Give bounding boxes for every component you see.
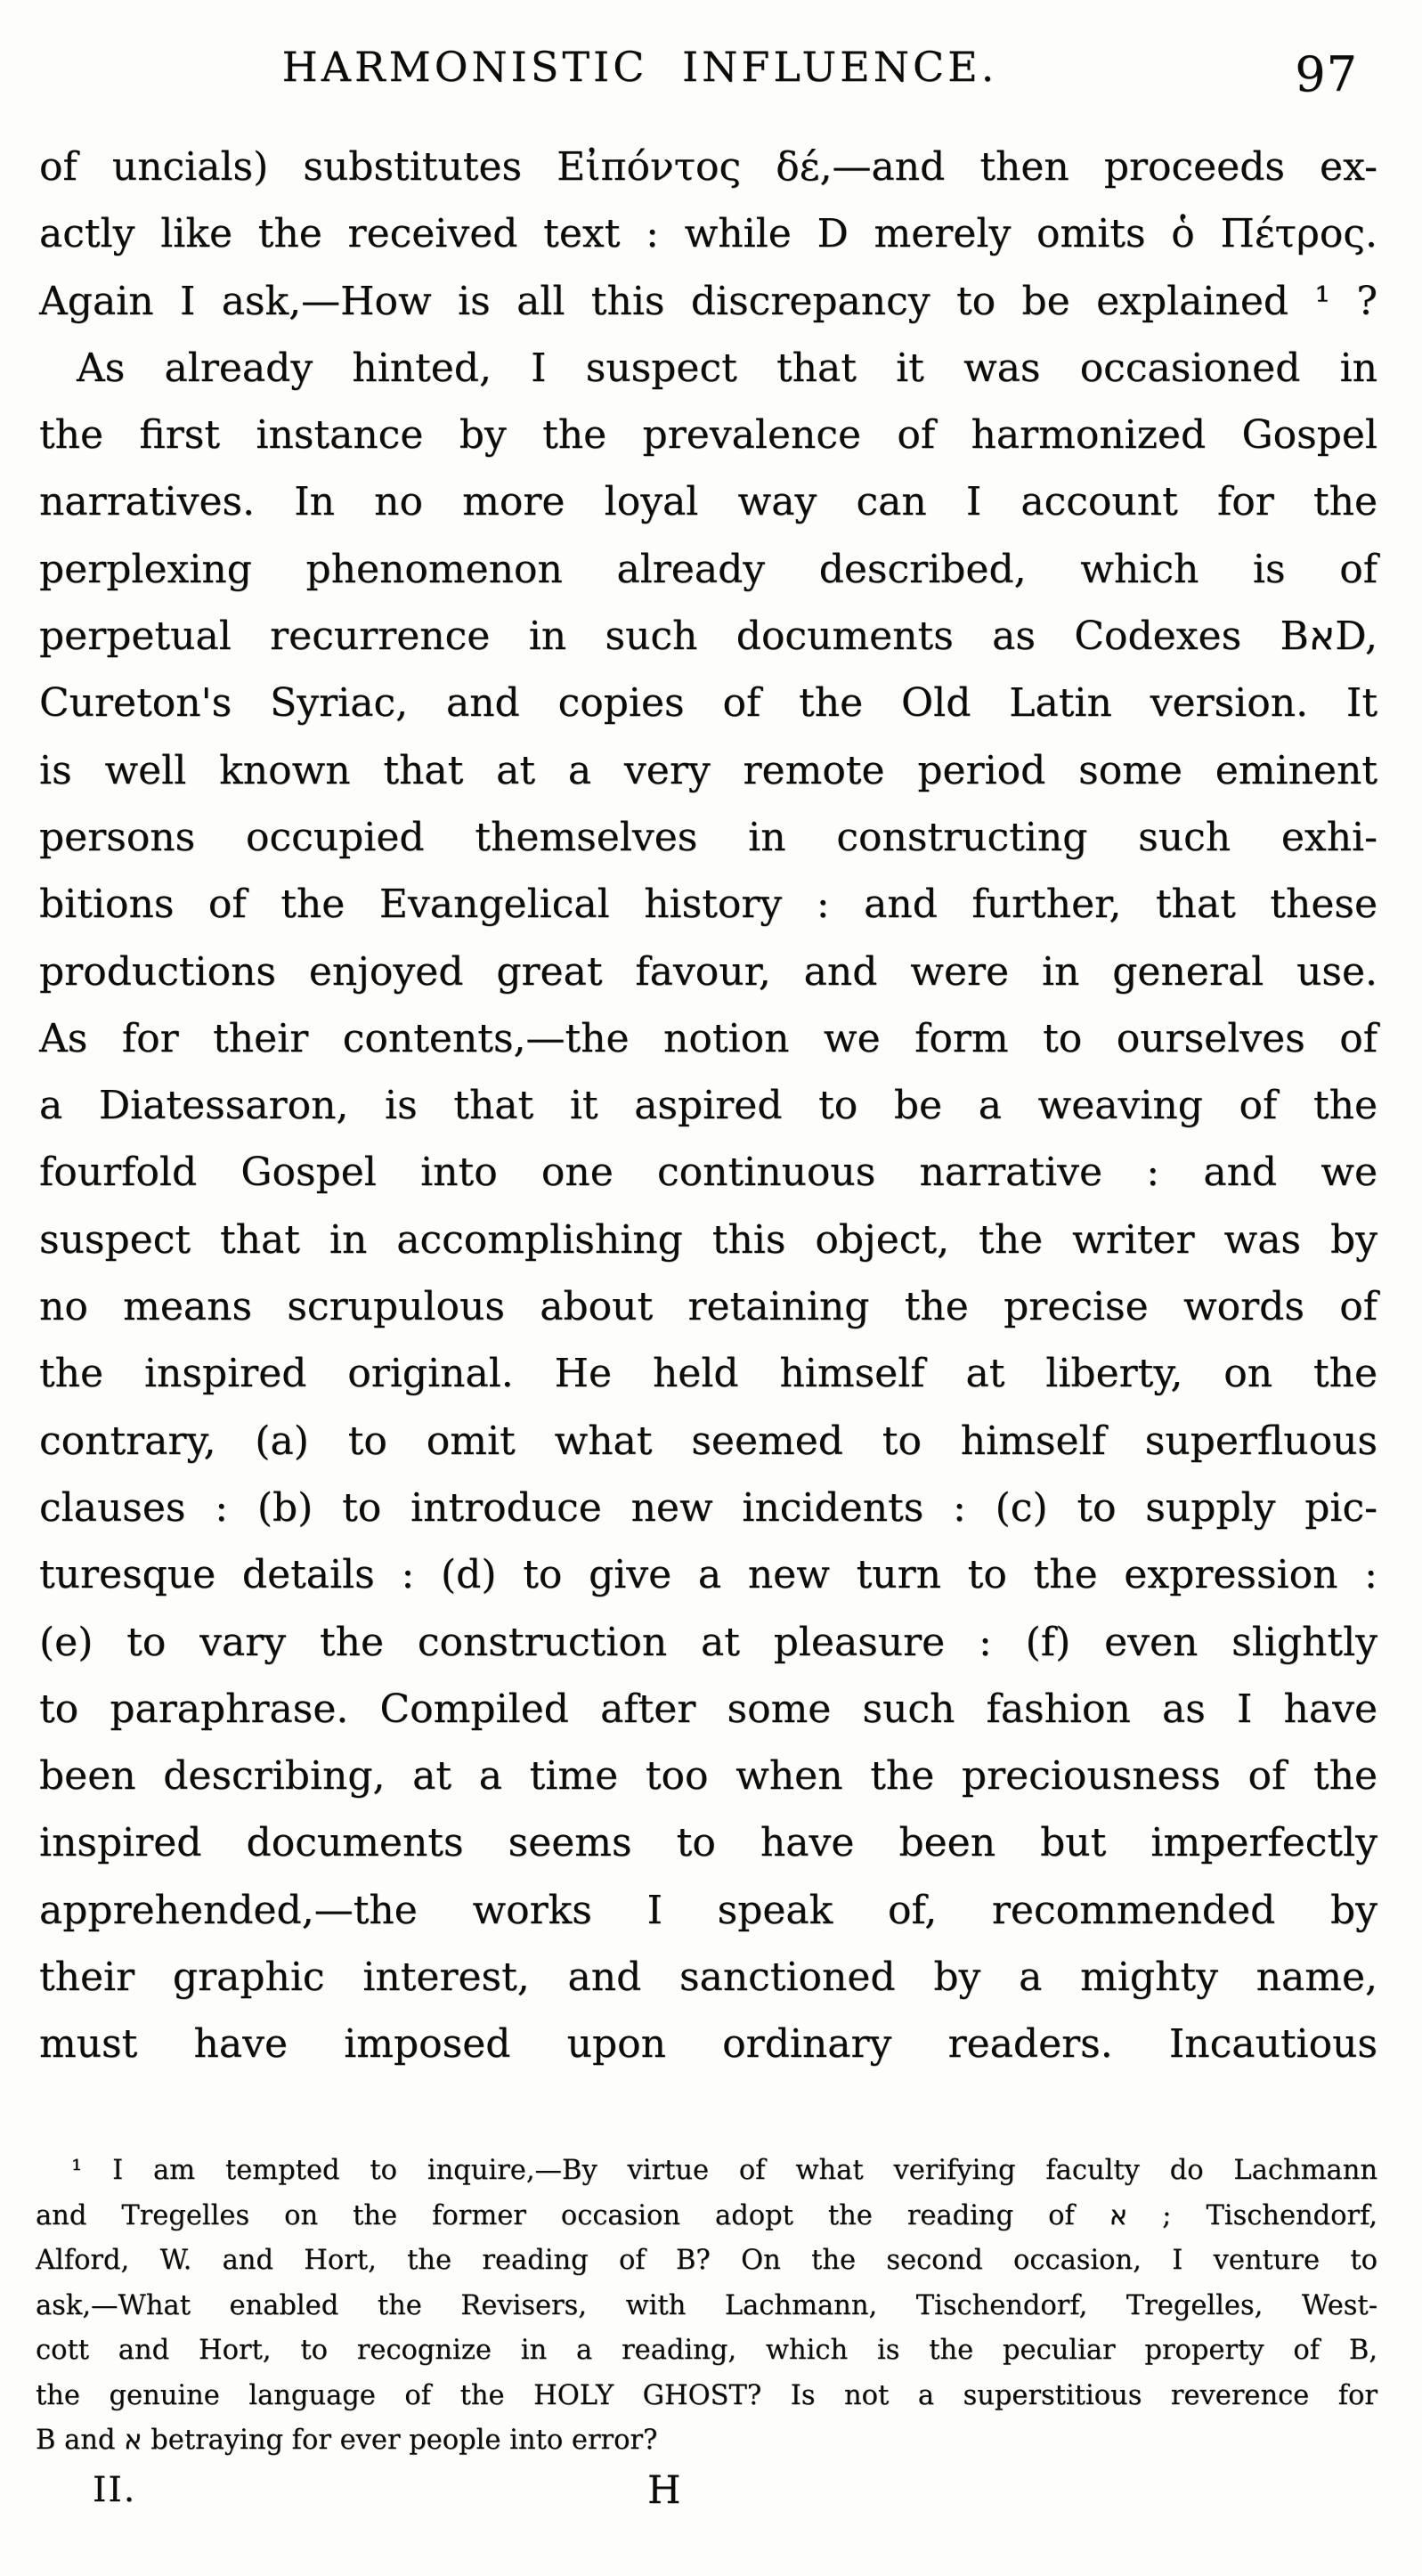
body-line: apprehended,—the works I speak of, recommended by [39, 1887, 1377, 1933]
footnote-line: cott and Hort, to recognize in a reading, which is the peculiar property of B, [36, 2335, 1377, 2366]
footnote-line: and Tregelles on the former occasion adopt the reading of א ; Tischendorf, [36, 2199, 1377, 2231]
body-line: Again I ask,—How is all this discrepancy to be explained ¹ ? [39, 278, 1377, 324]
body-line: of uncials) substitutes Εἰπόντος δέ,—and then proceeds ex- [39, 144, 1377, 190]
body-line: clauses : (b) to introduce new incidents : (c) to supply pic- [39, 1484, 1377, 1531]
body-line: narratives. In no more loyal way can I account for the [39, 479, 1377, 525]
body-line: bitions of the Evangelical history : and further, that these [39, 882, 1377, 928]
body-line-paragraph-start: As already hinted, I suspect that it was occasioned in [77, 345, 1377, 391]
footnote [36, 2149, 1377, 2464]
footnote-line: B and א betraying for ever people into error? [36, 2425, 658, 2456]
body-line: persons occupied themselves in constructing such exhi- [39, 814, 1377, 860]
footnote-line: Alford, W. and Hort, the reading of B? On the second occasion, I venture to [36, 2245, 1377, 2276]
footnote-line: the genuine language of the HOLY GHOST? Is not a superstitious reverence for [36, 2379, 1377, 2411]
body-line: turesque details : (d) to give a new turn to the expression : [39, 1552, 1377, 1598]
body-line: contrary, (a) to omit what seemed to himself superfluous [39, 1418, 1377, 1464]
body-line: productions enjoyed great favour, and were in general use. [39, 948, 1377, 995]
body-line: their graphic interest, and sanctioned by a mighty name, [39, 1954, 1377, 2001]
body-line: been describing, at a time too when the preciousness of the [39, 1753, 1377, 1800]
body-line: perplexing phenomenon already described, which is of [39, 546, 1377, 592]
body-line: As for their contents,—the notion we form to ourselves of [39, 1015, 1377, 1061]
body-line: no means scrupulous about retaining the precise words of [39, 1284, 1377, 1330]
body-line: inspired documents seems to have been but imperfectly [39, 1820, 1377, 1866]
volume-signature: II. [93, 2470, 137, 2510]
body-line: suspect that in accomplishing this object, the writer was by [39, 1216, 1377, 1263]
body-text [39, 134, 1377, 2078]
running-header-title: HARMONISTIC INFLUENCE. [281, 43, 998, 91]
body-line: (e) to vary the construction at pleasure : (f) even slightly [39, 1619, 1377, 1665]
body-line: must have imposed upon ordinary readers. Incautious [39, 2021, 1377, 2068]
body-line: the first instance by the prevalence of harmonized Gospel [39, 412, 1377, 459]
body-line: to paraphrase. Compiled after some such fashion as I have [39, 1686, 1377, 1732]
body-line: a Diatessaron, is that it aspired to be a weaving of the [39, 1083, 1377, 1129]
body-line: the inspired original. He held himself at liberty, on the [39, 1351, 1377, 1397]
body-line: fourfold Gospel into one continuous narrative : and we [39, 1150, 1377, 1196]
body-line: perpetual recurrence in such documents as Codexes BאD, [39, 614, 1377, 660]
body-line: actly like the received text : while D merely omits ὁ Πέτρος. [39, 211, 1377, 257]
signature-mark: H [647, 2468, 681, 2513]
footnote-line: ask,—What enabled the Revisers, with Lachmann, Tischendorf, Tregelles, West- [36, 2289, 1377, 2321]
footnote-line: ¹ I am tempted to inquire,—By virtue of what verifying faculty do Lachmann [71, 2155, 1377, 2186]
page-number: 97 [1295, 46, 1358, 102]
body-line: is well known that at a very remote period some eminent [39, 747, 1377, 793]
body-line: Cureton's Syriac, and copies of the Old Latin version. It [39, 680, 1377, 727]
